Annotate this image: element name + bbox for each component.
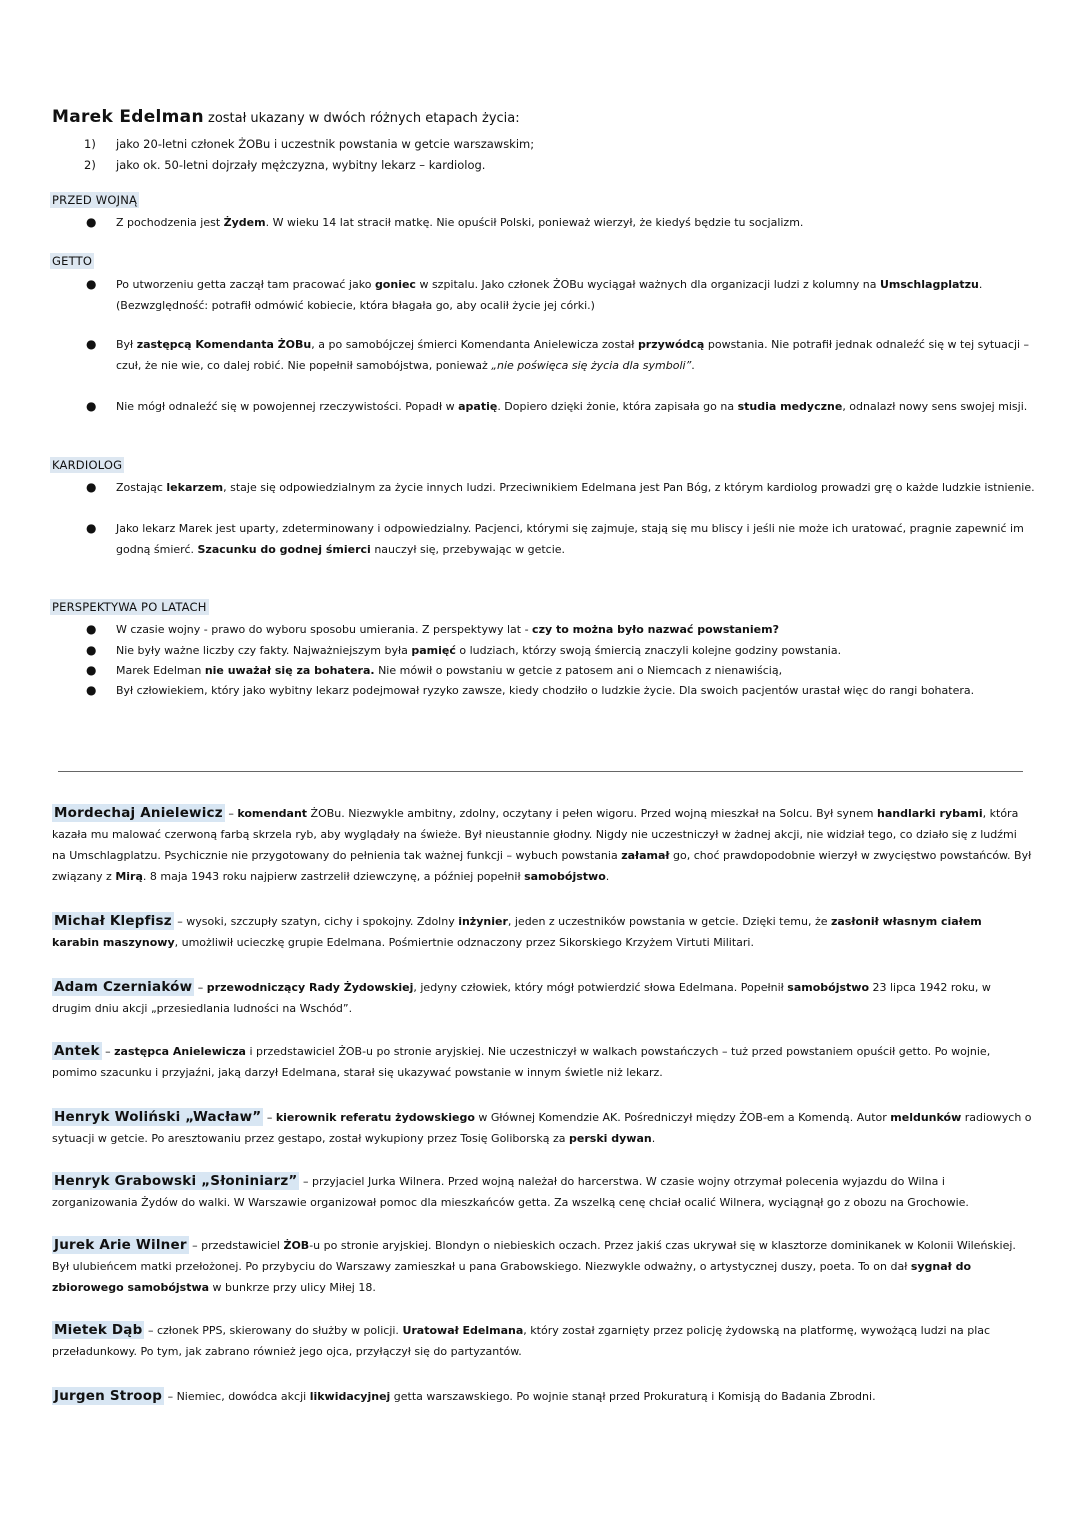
list-item — [84, 155, 534, 176]
list-item: ● W czasie wojny - prawo do wyboru sposobu umierania. Z perspektywy lat - czy to można było nazwać powstaniem? — [86, 619, 1036, 640]
section-heading-przed: PRZED WOJNĄ — [52, 193, 138, 207]
character-entry: Henryk Grabowski „Słoniniarz” – przyjaciel Jurka Wilnera. Przed wojną należał do harcerstwa. W czasie wojny otrzymał polecenia wyjazdu do Wilna i zorganizowania Żydów do walki. W Warszawie organizował pomoc dla mieszkańców getta. Za wszelką cenę chciał ocalić Wilnera, wyciągnął go z obozu na Grochowie. — [52, 1173, 969, 1209]
character-name: Adam Czerniaków — [54, 979, 193, 995]
bullet-icon: ● — [86, 663, 97, 677]
character-entry: Jurek Arie Wilner – przedstawiciel ŻOB-u po stronie aryjskiej. Blondyn o niebieskich oczach. Przez jakiś czas ukrywał się w klasztorze dominikanek w Kolonii Wileńskiej. Był ulubieńcem matki przełożonej. Po przybyciu do Warszawy zamieszkał u pana Grabowskiego. Niezwykle odważny, o artystycznej duszy, poeta. To on dał sygnał do zbiorowego samobójstwa w bunkrze przy ulicy Miłej 18. — [52, 1237, 1016, 1294]
character-name: Henryk Woliński „Wacław” — [54, 1109, 262, 1125]
bullet-icon: ● — [86, 622, 97, 636]
title-name: Marek Edelman — [52, 107, 204, 127]
list-number: 1) — [84, 137, 96, 151]
character-name: Jurek Arie Wilner — [54, 1237, 187, 1253]
list-number: 2) — [84, 158, 96, 172]
list-item: ● Jako lekarz Marek jest uparty, zdeterminowany i odpowiedzialny. Pacjenci, którymi się zajmuje, stają się mu bliscy i jeśli nie może ich uratować, pragnie zapewnić im godną śmierć. Szacunku do godnej śmierci nauczył się, przebywając w getcie. — [86, 518, 1036, 560]
divider — [58, 771, 1023, 772]
list-item: ● Zostając lekarzem, staje się odpowiedzialnym za życie innych ludzi. Przeciwnikiem Edelmana jest Pan Bóg, z którym kardiolog prowadzi grę o każde ludzkie istnienie. — [86, 477, 1036, 498]
character-name: Mietek Dąb — [54, 1322, 143, 1338]
bullet-icon: ● — [86, 215, 97, 229]
bullet-icon: ● — [86, 521, 97, 535]
character-entry: Michał Klepfisz – wysoki, szczupły szatyn, cichy i spokojny. Zdolny inżynier, jeden z uczestników powstania w getcie. Dzięki temu, że zasłonił własnym ciałem karabin maszynowy, umożliwił ucieczkę grupie Edelmana. Pośmiertnie odznaczony przez Sikorskiego Krzyżem Virtuti Militari. — [52, 913, 982, 949]
list-item: ● Nie były ważne liczby czy fakty. Najważniejszym była pamięć o ludziach, którzy swoją śmiercią znaczyli kolejne godziny powstania. — [86, 640, 1036, 661]
list-item: ● Z pochodzenia jest Żydem. W wieku 14 lat stracił matkę. Nie opuścił Polski, ponieważ wierzył, że kiedyś będzie tu socjalizm. — [86, 212, 1036, 233]
character-name: Henryk Grabowski „Słoniniarz” — [54, 1173, 298, 1189]
character-entry: Jurgen Stroop – Niemiec, dowódca akcji likwidacyjnej getta warszawskiego. Po wojnie stanął przed Prokuraturą i Komisją do Badania Zbrodni. — [54, 1388, 876, 1404]
section-heading-perspektywa: PERSPEKTYWA PO LATACH — [52, 600, 207, 614]
list-item: ● Po utworzeniu getta zaczął tam pracować jako goniec w szpitalu. Jako członek ŻOBu wyciągał ważnych dla organizacji ludzi z kolumny na Umschlagplatzu. (Bezwzględność: potrafił odmówić kobiecie, która błagała go, aby ocalił życie jej córki.) — [86, 274, 1036, 316]
character-name: Jurgen Stroop — [54, 1388, 163, 1404]
stages-list — [84, 134, 534, 176]
list-text: jako 20-letni członek ŻOBu i uczestnik powstania w getcie warszawskim; — [116, 137, 535, 151]
bullet-icon: ● — [86, 337, 97, 351]
list-item: ● Marek Edelman nie uważał się za bohatera. Nie mówił o powstaniu w getcie z patosem ani o Niemcach z nienawiścią, — [86, 660, 1036, 681]
bullet-icon: ● — [86, 480, 97, 494]
character-entry: Mietek Dąb – członek PPS, skierowany do służby w policji. Uratował Edelmana, który został zgarnięty przez policję żydowską na platformę, wywożącą ludzi na plac przeładunkowy. Po tym, jak zabrano również jego ojca, przyłączył się do partyzantów. — [52, 1322, 991, 1358]
bullet-icon: ● — [86, 643, 97, 657]
list-item — [84, 134, 534, 155]
list-text: jako ok. 50-letni dojrzały mężczyzna, wybitny lekarz – kardiolog. — [116, 158, 486, 172]
page-title — [52, 107, 520, 127]
section-heading-getto: GETTO — [52, 254, 93, 268]
character-entry: Antek – zastępca Anielewicza i przedstawiciel ŻOB-u po stronie aryjskiej. Nie uczestniczył w walkach powstańczych – tuż przed powstaniem opuścił getto. Po wojnie, pomimo szacunku i przyjaźni, jaką darzył Edelmana, starał się ukazywać powstanie w innym świetle niż lekarz. — [52, 1043, 991, 1079]
section-heading-kardiolog: KARDIOLOG — [52, 458, 123, 472]
list-item: ● Nie mógł odnaleźć się w powojennej rzeczywistości. Popadł w apatię. Dopiero dzięki żonie, która zapisała go na studia medyczne, odnalazł nowy sens swojej misji. — [86, 396, 1036, 417]
bullet-icon: ● — [86, 399, 97, 413]
character-entry: Henryk Woliński „Wacław” – kierownik referatu żydowskiego w Głównej Komendzie AK. Pośredniczył między ŻOB-em a Komendą. Autor meldunków radiowych o sytuacji w getcie. Po aresztowaniu przez gestapo, został wykupiony przez Tosię Goliborską za perski dywan. — [52, 1109, 1032, 1145]
character-name: Michał Klepfisz — [54, 913, 172, 929]
list-item: ● Był człowiekiem, który jako wybitny lekarz podejmował ryzyko zawsze, kiedy chodziło o ludzkie życie. Dla swoich pacjentów urastał więc do rangi bohatera. — [86, 680, 1036, 701]
character-entry: Mordechaj Anielewicz – komendant ŻOBu. Niezwykle ambitny, zdolny, oczytany i pełen wigoru. Przed wojną mieszkał na Solcu. Był synem handlarki rybami, która kazała mu malować czerwoną farbą skrzela ryb, aby wyglądały na świeże. Był nieustannie głodny. Nigdy nie uczestniczył w żadnej akcji, nie widział tego, co działo się z ludźmi na Umschlagplatzu. Psychicznie nie przygotowany do pełnienia tak ważnej funkcji – wybuch powstania załamał go, choć prawdopodobnie wierzył w zwycięstwo powstańców. Był związany z Mirą. 8 maja 1943 roku najpierw zastrzelił dziewczynę, a później popełnił samobójstwo. — [52, 805, 1032, 883]
bullet-icon: ● — [86, 277, 97, 291]
character-name: Mordechaj Anielewicz — [54, 805, 223, 821]
title-rest: został ukazany w dwóch różnych etapach życia: — [203, 111, 520, 126]
character-entry: Adam Czerniaków – przewodniczący Rady Żydowskiej, jedyny człowiek, który mógł potwierdzić słowa Edelmana. Popełnił samobójstwo 23 lipca 1942 roku, w drugim dniu akcji „przesiedlania ludności na Wschód”. — [52, 979, 991, 1015]
list-item: ● Był zastępcą Komendanta ŻOBu, a po samobójczej śmierci Komendanta Anielewicza został przywódcą powstania. Nie potrafił jednak odnaleźć się w tej sytuacji – czuł, że nie wie, co dalej robić. Nie popełnił samobójstwa, ponieważ „nie poświęca się życia dla symboli”. — [86, 334, 1036, 376]
bullet-icon: ● — [86, 683, 97, 697]
character-name: Antek — [54, 1043, 100, 1059]
